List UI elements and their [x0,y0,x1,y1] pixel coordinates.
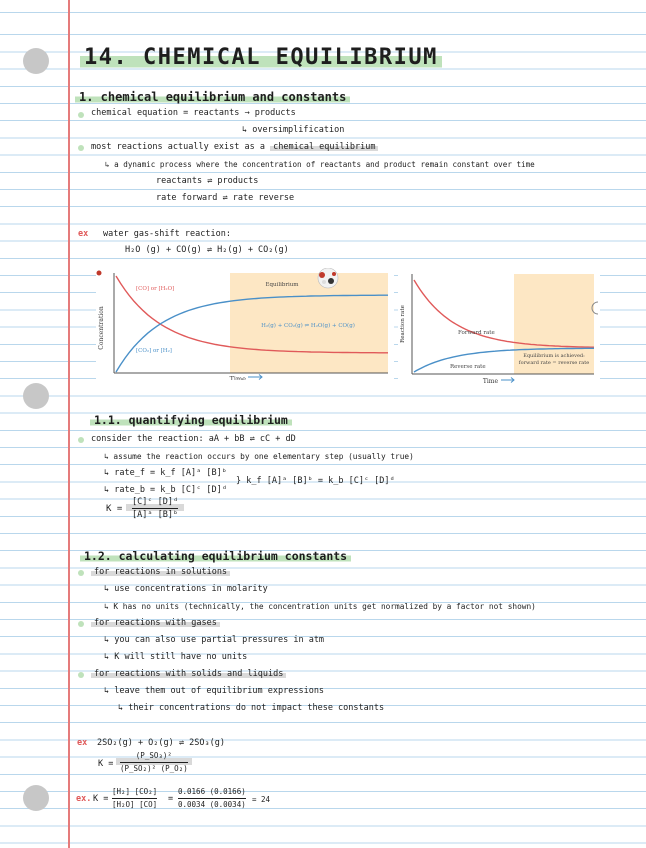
fraction-numerator: [C]ᶜ [D]ᵈ [132,497,179,507]
k-label: K = [98,759,114,769]
equilibrium-label: Equilibrium [265,282,299,288]
note-line: ↳ rate_f = k_f [A]ᵃ [B]ᵇ [104,468,227,478]
note-line: consider the reaction: aA + bB ⇌ cC + dD [91,434,296,444]
fraction-denominator: [A]ᵃ [B]ᵇ [132,510,179,520]
k-fraction [116,751,192,774]
note-line: ↳ you can also use partial pressures in atm [104,635,325,645]
x-axis-label: Time [229,375,246,380]
bullet [78,672,84,678]
note-line: reactants ⇌ products [156,176,259,186]
note-line: ↳ rate_b = k_b [C]ᶜ [D]ᵈ [104,485,227,495]
k-fraction [112,787,157,810]
marker-dot-icon [97,271,102,276]
fraction-numerator: [H₂] [CO₂] [112,787,158,796]
equilibrium-annotation: forward rate = reverse rate [518,360,590,366]
example-label: ex [78,229,89,239]
note-line: rate forward ⇌ rate reverse [156,193,295,203]
legend-co-h2o: [CO] or [H₂O] [136,286,175,292]
example-label: ex. [76,794,92,804]
reaction-label: H₂(g) + CO₂(g) ⇌ H₂O(g) + CO(g) [261,323,355,329]
section-heading: 1. chemical equilibrium and constants [75,90,350,104]
k-label: K = [106,504,123,514]
bullet [78,621,84,627]
note-line: ↳ their concentrations do not impact these constants [118,703,385,713]
fraction-bar [132,508,178,509]
fraction-bar [178,798,246,799]
bullet [78,145,84,151]
legend-reverse-rate: Reverse rate [450,364,486,370]
result-value: = 24 [252,795,271,804]
y-axis-label: Reaction rate [400,305,406,343]
bullet [78,112,84,118]
note-line: water gas-shift reaction: [103,229,231,239]
example-label: ex [77,738,88,748]
x-axis-label: Time [482,378,498,385]
fraction-denominator: (P_SO₂)² (P_O₂) [120,764,188,773]
molecule-illustration-icon [318,268,338,288]
y-axis-label: Concentration [98,306,105,350]
legend-co2-h2: [CO₂] or [H₂] [136,348,172,354]
page-title: 14. CHEMICAL EQUILIBRIUM [80,45,442,71]
note-line: ↳ a dynamic process where the concentration of reactants and product remain constant over time [105,160,535,169]
equals-sign: = [168,794,174,804]
fraction-numerator: 0.0166 (0.0166) [178,787,246,796]
binder-hole [23,383,49,409]
equilibrium-region [514,274,594,374]
k-label: K = [93,794,109,804]
note-line: for reactions with gases [91,618,220,629]
note-line: chemical equation = reactants → products [91,108,296,118]
fraction-bar [120,762,188,763]
note-line: for reactions with solids and liquids [91,669,286,680]
note-line: ↳ K has no units (technically, the concentration units get normalized by a factor not shown) [104,602,536,611]
note-line: for reactions in solutions [91,567,230,578]
fraction-numerator: (P_SO₃)² [135,751,172,760]
fraction-bar [112,798,157,799]
bullet [78,437,84,443]
section-heading: 1.2. calculating equilibrium constants [80,549,351,563]
fraction-denominator: 0.0034 (0.0034) [178,800,246,809]
note-line: ↳ oversimplification [242,125,345,135]
legend-forward-rate: Forward rate [458,330,495,336]
fraction-denominator: [H₂O] [CO] [112,800,158,809]
note-line: ↳ assume the reaction occurs by one elementary step (usually true) [104,452,414,461]
note-line: ↳ K will still have no units [104,652,248,662]
binder-hole [23,48,49,74]
value-fraction [178,787,246,810]
equilibrium-annotation: Equilibrium is achieved: [523,353,585,359]
note-line: most reactions actually exist as a chemical equilibrium [91,142,378,153]
k-fraction [126,497,184,520]
equation: 2SO₂(g) + O₂(g) ⇌ 2SO₃(g) [97,738,225,748]
bullet [78,570,84,576]
note-line: ↳ use concentrations in molarity [104,584,268,594]
equation: H₂O (g) + CO(g) ⇌ H₂(g) + CO₂(g) [125,245,289,255]
section-heading: 1.1. quantifying equilibrium [90,413,292,427]
binder-hole [23,785,49,811]
reaction-rate-chart [398,268,600,386]
margin-line [68,0,70,848]
note-line: } k_f [A]ᵃ [B]ᵇ = k_b [C]ᶜ [D]ᵈ [236,476,395,486]
concentration-chart [96,268,394,380]
note-line: ↳ leave them out of equilibrium expressions [104,686,325,696]
